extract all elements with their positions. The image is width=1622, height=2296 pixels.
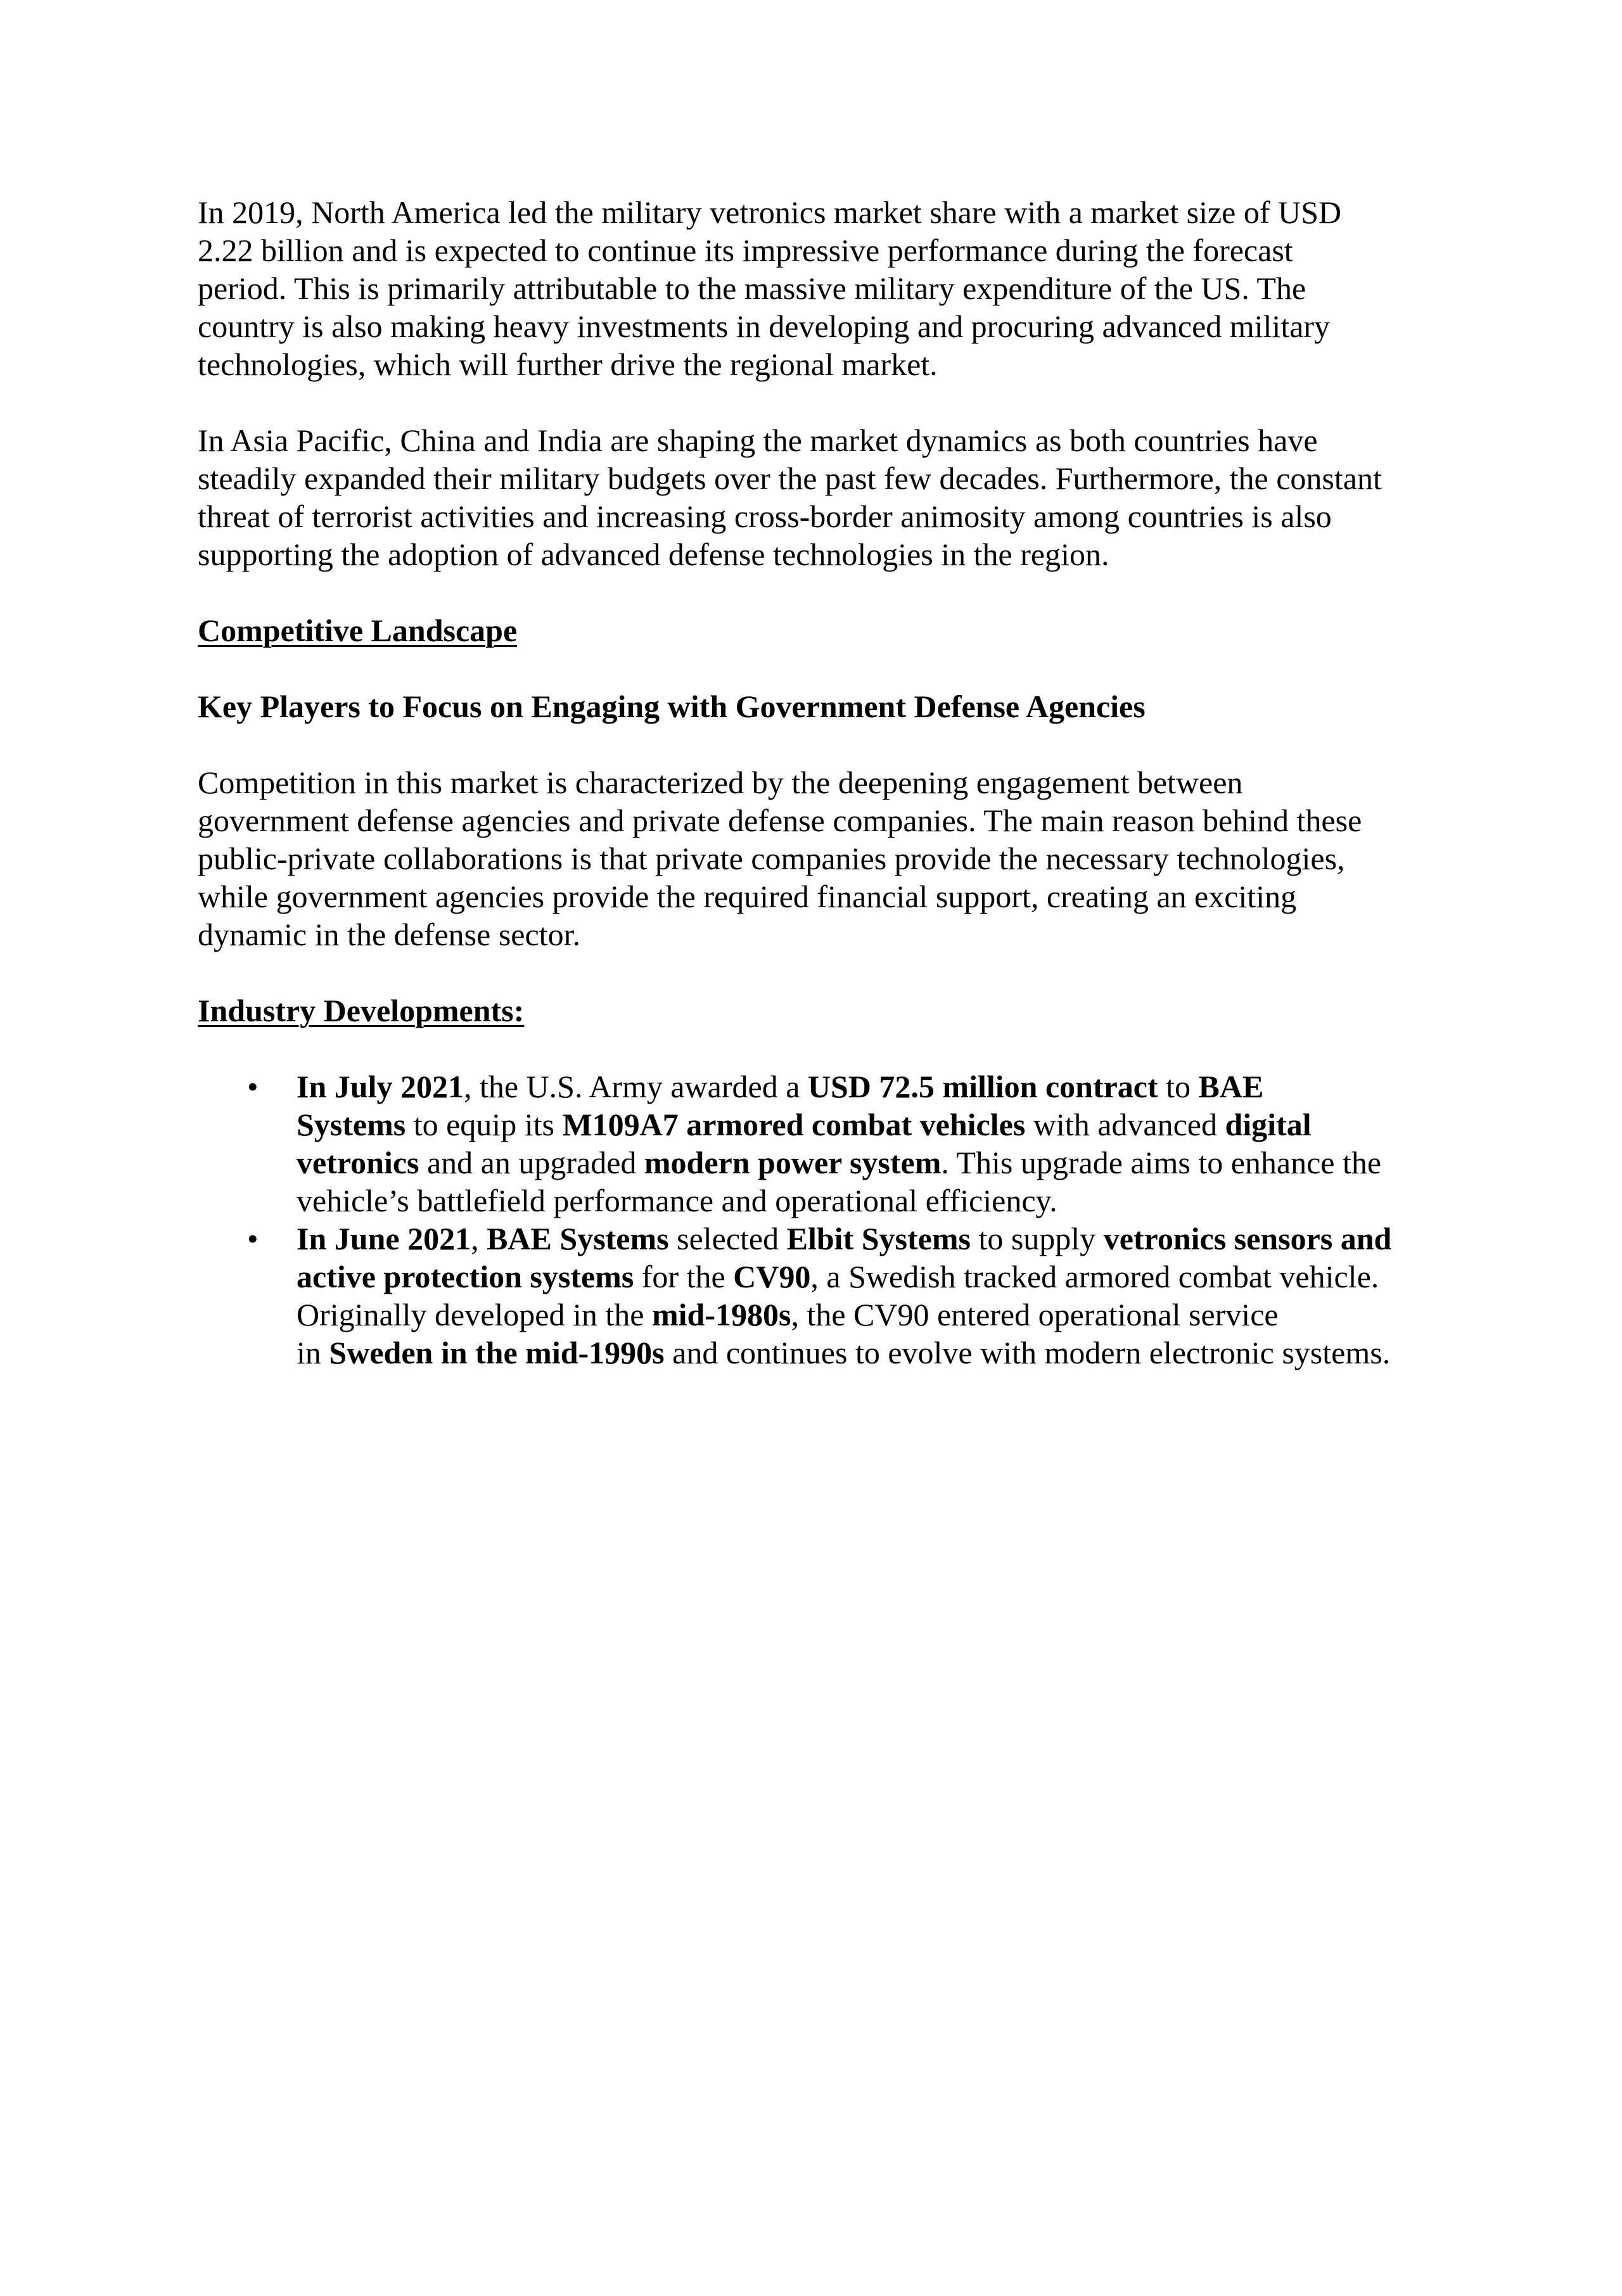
bold-text: BAE Systems [487,1221,669,1256]
list-item [198,1068,1391,1220]
bullet-icon: • [247,1221,259,1256]
bold-text: digital [1225,1107,1312,1142]
text-line [297,1220,1391,1258]
text-line [297,1106,1391,1144]
bullet-icon: • [247,1069,259,1104]
paragraph-north-america [198,193,1391,383]
text-line [297,1182,1391,1220]
bold-text: modern power system [644,1145,942,1180]
heading-competitive-landscape: Competitive Landscape [198,613,518,648]
text: for the [634,1259,734,1294]
bold-text: CV90 [733,1259,811,1294]
text-line [297,1296,1391,1334]
text: . This upgrade aims to enhance the [941,1145,1382,1180]
text-line: threat of terrorist activities and increasing cross-border animosity among countries is also [198,499,1332,534]
text-line: In Asia Pacific, China and India are shaping the market dynamics as both countries have [198,423,1318,458]
text-line: supporting the adoption of advanced defense technologies in the region. [198,537,1109,572]
bold-text: Sweden in the mid-1990s [329,1335,665,1370]
bold-text: In June 2021 [297,1221,471,1256]
text-line: government defense agencies and private defense companies. The main reason behind these [198,803,1362,838]
text: and continues to evolve with modern electronic systems. [664,1335,1391,1370]
text-line: period. This is primarily attributable to the massive military expenditure of the US. The [198,271,1306,306]
paragraph-asia-pacific [198,421,1391,573]
text-line: public-private collaborations is that private companies provide the necessary technologies, [198,841,1345,876]
bold-text: mid-1980s [651,1297,791,1332]
text: and an upgraded [419,1145,644,1180]
text-line: steadily expanded their military budgets over the past few decades. Furthermore, the constant [198,461,1382,496]
bold-text: Elbit Systems [786,1221,971,1256]
text: to equip its [406,1107,563,1142]
document-body [198,193,1391,1372]
text-line: Competition in this market is characterized by the deepening engagement between [198,765,1243,800]
text: , [471,1221,487,1256]
list-item [198,1220,1391,1372]
paragraph-competition [198,763,1391,953]
text-line: 2.22 billion and is expected to continue its impressive performance during the forecast [198,233,1293,268]
text: , the CV90 entered operational service [791,1297,1279,1332]
bold-text: M109A7 armored combat vehicles [562,1107,1026,1142]
bold-text: active protection systems [297,1259,634,1294]
text: vehicle’s battlefield performance and operational efficiency. [297,1183,1057,1218]
bold-text: Systems [297,1107,406,1142]
text: , a Swedish tracked armored combat vehicle. [810,1259,1379,1294]
text-line [297,1144,1391,1182]
bold-text: BAE [1198,1069,1264,1104]
text-line [297,1334,1391,1372]
bold-text: In July 2021 [297,1069,464,1104]
text-line: dynamic in the defense sector. [198,917,580,952]
text-line [297,1068,1391,1106]
text: to [1158,1069,1199,1104]
text-line: while government agencies provide the required financial support, creating an exciting [198,879,1297,914]
text-line: In 2019, North America led the military vetronics market share with a market size of USD [198,195,1342,230]
bold-text: vetronics [297,1145,419,1180]
text: , the U.S. Army awarded a [463,1069,808,1104]
heading-industry-developments: Industry Developments: [198,993,525,1028]
industry-developments-list [198,1068,1391,1372]
text: to supply [970,1221,1104,1256]
subheading-key-players: Key Players to Focus on Engaging with Government Defense Agencies [198,689,1146,724]
text-line [297,1258,1391,1296]
text-line: technologies, which will further drive the regional market. [198,347,938,382]
text: with advanced [1025,1107,1225,1142]
text: Originally developed in the [297,1297,652,1332]
bold-text: vetronics sensors and [1103,1221,1392,1256]
text: in [297,1335,329,1370]
text: selected [668,1221,787,1256]
bold-text: USD 72.5 million contract [807,1069,1158,1104]
text-line: country is also making heavy investments in developing and procuring advanced military [198,309,1331,344]
